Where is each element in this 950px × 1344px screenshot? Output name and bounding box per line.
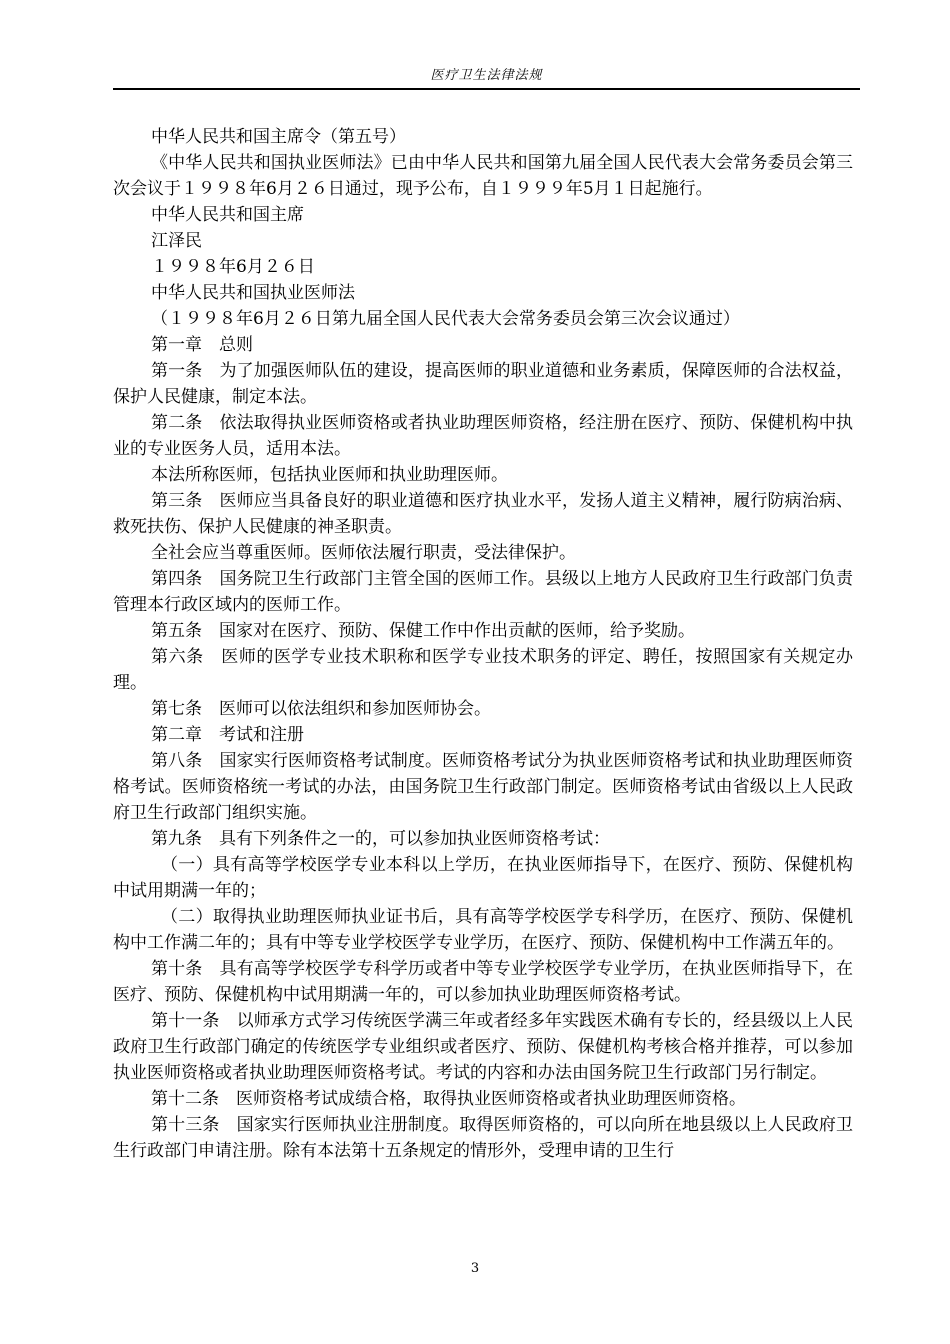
- article: 第七条 医师可以依法组织和参加医师协会。: [151, 699, 491, 719]
- paragraph: （１９９８年6月２６日第九届全国人民代表大会常务委员会第三次会议通过）: [151, 309, 740, 329]
- article: 第六条 医师的医学专业技术职称和医学专业技术职务的评定、聘任，按照国家有关规定办理。: [113, 647, 853, 693]
- article: 第四条 国务院卫生行政部门主管全国的医师工作。县级以上地方人民政府卫生行政部门负责管理本行政区域内的医师工作。: [113, 569, 853, 615]
- article: 第一条 为了加强医师队伍的建设，提高医师的职业道德和业务素质，保障医师的合法权益，保护人民健康，制定本法。: [113, 361, 853, 407]
- paragraph: 全社会应当尊重医师。医师依法履行职责，受法律保护。: [151, 543, 576, 563]
- paragraph: １９９８年6月２６日: [151, 257, 315, 277]
- paragraph: 江泽民: [151, 231, 202, 251]
- page-number: 3: [470, 1261, 480, 1276]
- document-body: [113, 124, 853, 1164]
- article: 第十二条 医师资格考试成绩合格，取得执业医师资格或者执业助理医师资格。: [151, 1089, 746, 1109]
- article: 第五条 国家对在医疗、预防、保健工作中作出贡献的医师，给予奖励。: [151, 621, 695, 641]
- paragraph: 《中华人民共和国执业医师法》已由中华人民共和国第九届全国人民代表大会常务委员会第三次会议于１９９８年6月２６日通过，现予公布，自１９９９年5月１日起施行。: [113, 153, 853, 199]
- paragraph: 本法所称医师，包括执业医师和执业助理医师。: [151, 465, 508, 485]
- paragraph: 中华人民共和国执业医师法: [151, 283, 355, 303]
- paragraph: 中华人民共和国主席: [151, 205, 304, 225]
- chapter-heading: 第一章 总则: [151, 335, 253, 355]
- list-item: （二）取得执业助理医师执业证书后，具有高等学校医学专科学历，在医疗、预防、保健机构中工作满二年的；具有中等专业学校医学专业学历，在医疗、预防、保健机构中工作满五年的。: [113, 907, 853, 953]
- paragraph: 中华人民共和国主席令（第五号）: [151, 127, 406, 147]
- article: 第十一条 以师承方式学习传统医学满三年或者经多年实践医术确有专长的，经县级以上人民政府卫生行政部门确定的传统医学专业组织或者医疗、预防、保健机构考核合格并推荐，可以参加执业医师资格或者执业助理医师资格考试。考试的内容和办法由国务院卫生行政部门另行制定。: [113, 1011, 853, 1083]
- article: 第十条 具有高等学校医学专科学历或者中等专业学校医学专业学历，在执业医师指导下，在医疗、预防、保健机构中试用期满一年的，可以参加执业助理医师资格考试。: [113, 959, 853, 1005]
- article: 第三条 医师应当具备良好的职业道德和医疗执业水平，发扬人道主义精神，履行防病治病、救死扶伤、保护人民健康的神圣职责。: [113, 491, 853, 537]
- article: 第二条 依法取得执业医师资格或者执业助理医师资格，经注册在医疗、预防、保健机构中执业的专业医务人员，适用本法。: [113, 413, 853, 459]
- article: 第九条 具有下列条件之一的，可以参加执业医师资格考试：: [151, 829, 610, 849]
- article: 第十三条 国家实行医师执业注册制度。取得医师资格的，可以向所在地县级以上人民政府卫生行政部门申请注册。除有本法第十五条规定的情形外，受理申请的卫生行: [113, 1115, 853, 1161]
- list-item: （一）具有高等学校医学专业本科以上学历，在执业医师指导下，在医疗、预防、保健机构中试用期满一年的；: [113, 855, 853, 901]
- chapter-heading: 第二章 考试和注册: [151, 725, 304, 745]
- page-header: 医疗卫生法律法规: [113, 66, 860, 90]
- article: 第八条 国家实行医师资格考试制度。医师资格考试分为执业医师资格考试和执业助理医师资格考试。医师资格统一考试的办法，由国务院卫生行政部门制定。医师资格考试由省级以上人民政府卫生行政部门组织实施。: [113, 751, 853, 823]
